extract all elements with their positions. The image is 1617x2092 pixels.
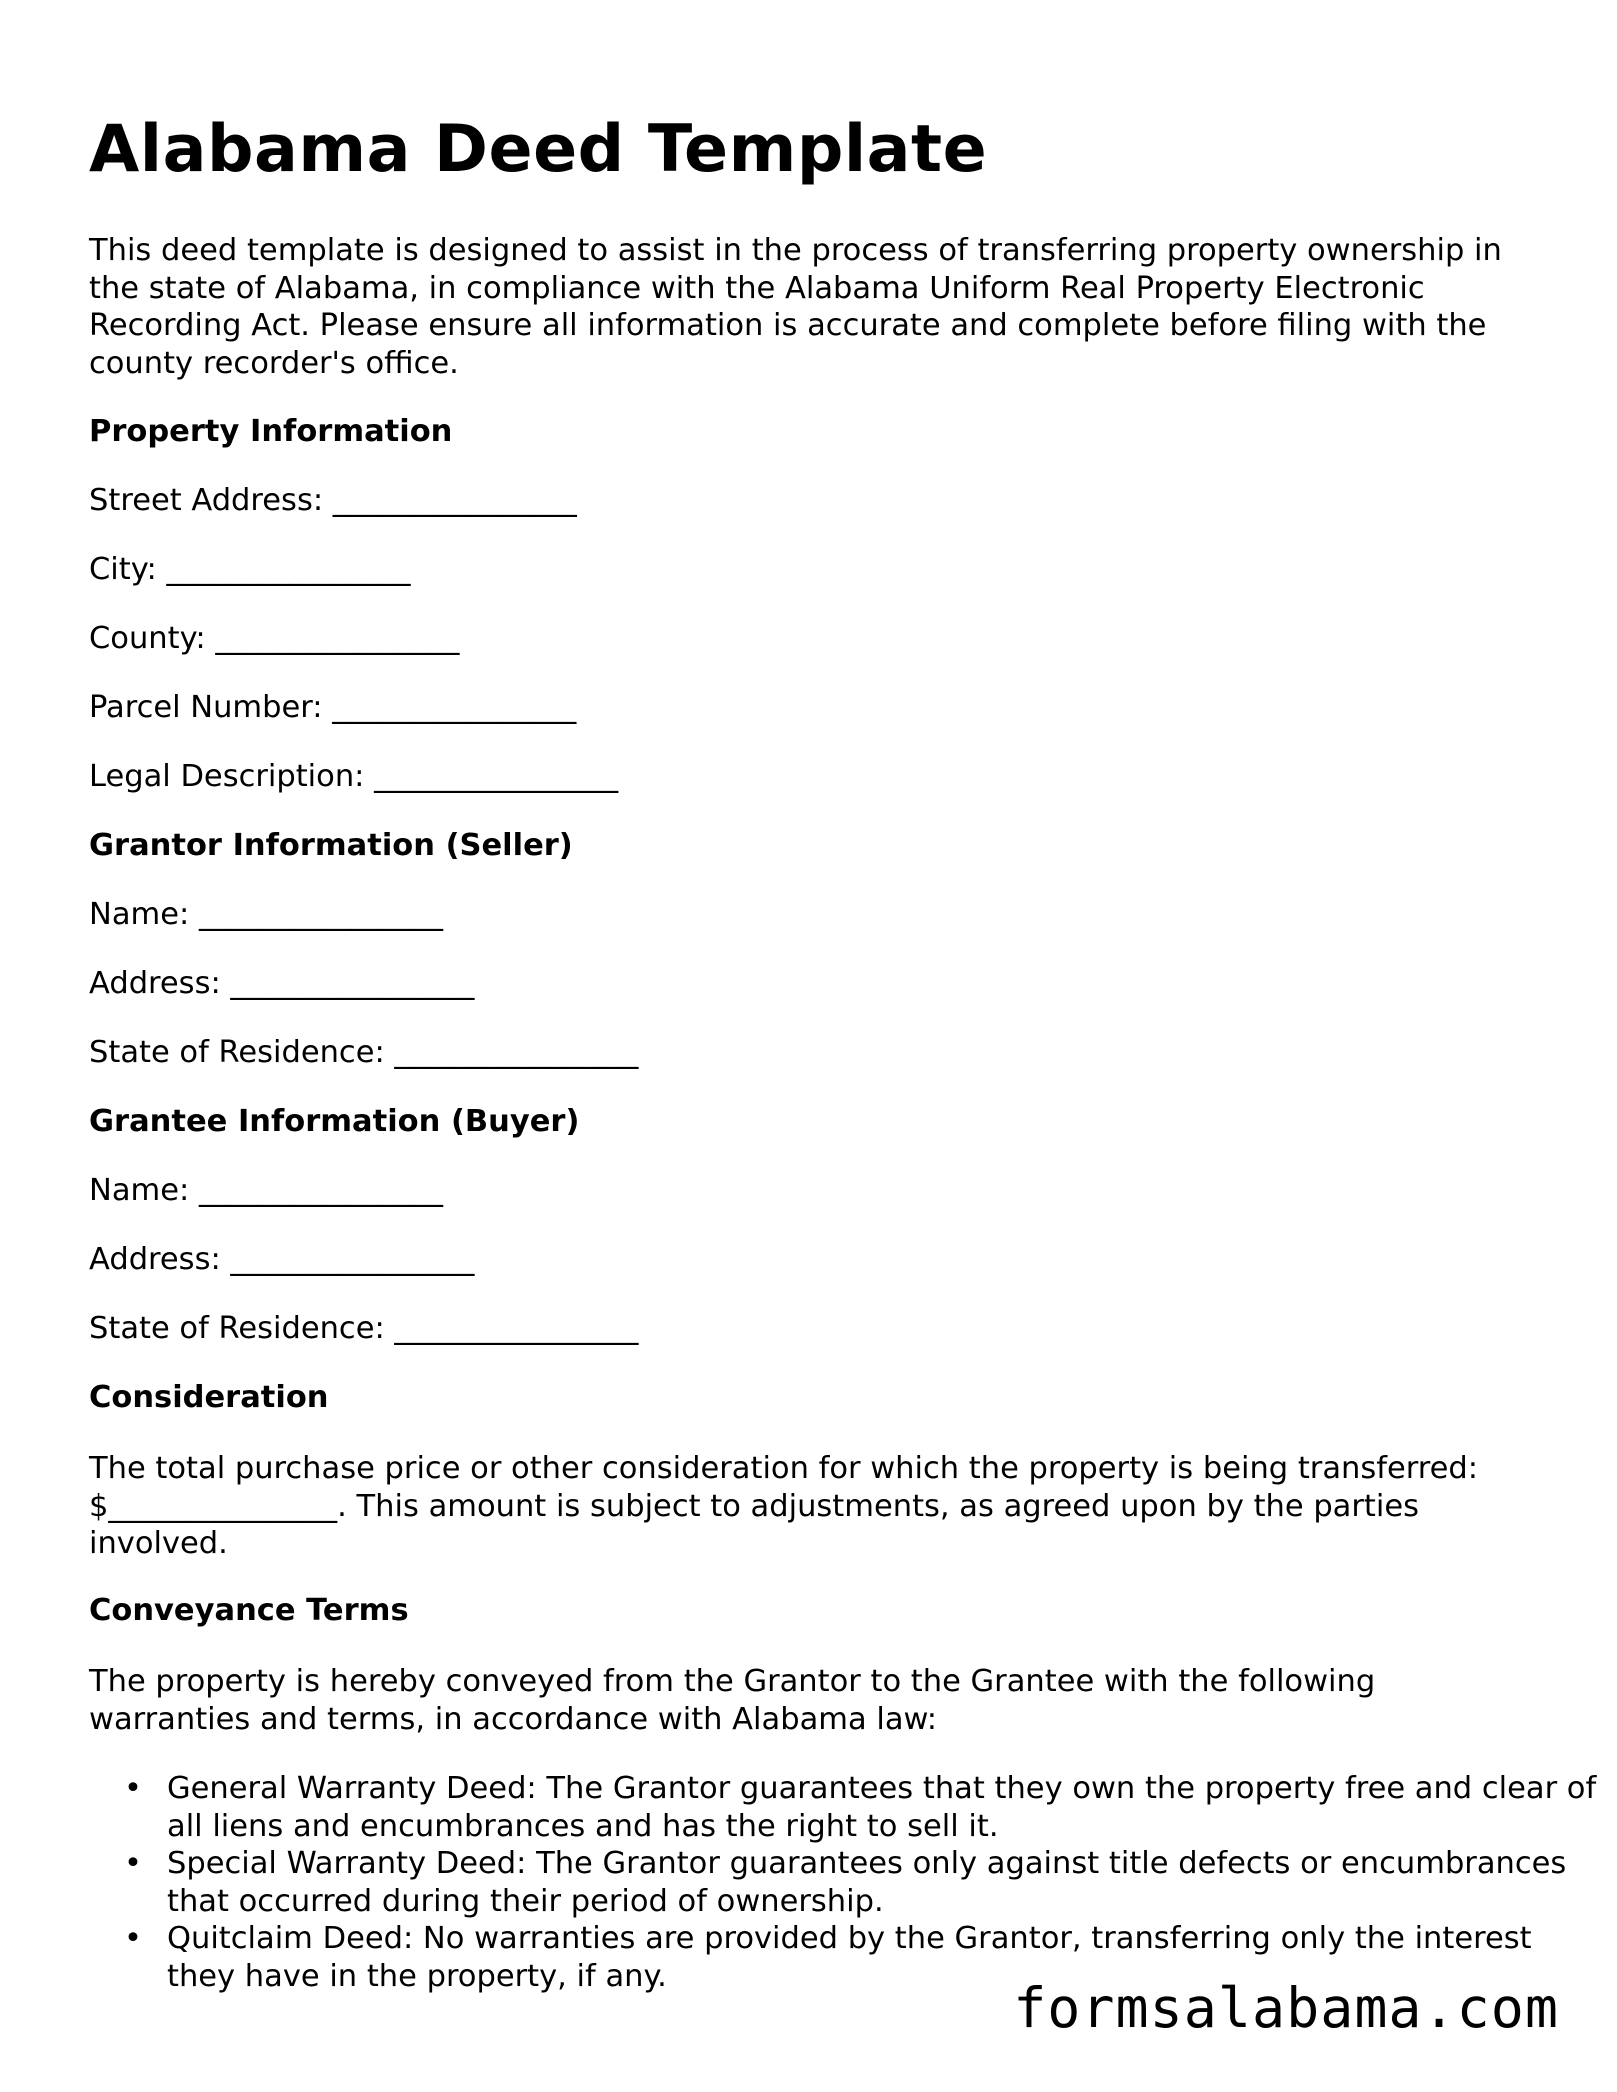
grantor-name-field[interactable]: Name: ________________ xyxy=(89,897,443,932)
consideration-paragraph: The total purchase price or other consideration for which the property is being transferred: $_______________. This amount is subject to adjustments, as agreed upon by the parties involved. xyxy=(89,1451,1479,1561)
list-item xyxy=(124,1770,1607,1845)
list-item xyxy=(124,1845,1607,1920)
page-title: Alabama Deed Template xyxy=(89,112,988,187)
consideration-section-heading: Consideration xyxy=(89,1380,329,1415)
city-field[interactable]: City: ________________ xyxy=(89,552,411,587)
grantor-section-heading: Grantor Information (Seller) xyxy=(89,828,573,863)
grantee-section-heading: Grantee Information (Buyer) xyxy=(89,1104,580,1139)
conveyance-section-heading: Conveyance Terms xyxy=(89,1593,409,1628)
term-quitclaim: Quitclaim Deed: No warranties are provided by the Grantor, transferring only the interest they have in the property, if any. xyxy=(167,1921,1532,1994)
grantor-address-field[interactable]: Address: ________________ xyxy=(89,966,475,1001)
grantee-address-field[interactable]: Address: ________________ xyxy=(89,1242,475,1277)
bullet-icon: • xyxy=(124,1846,142,1881)
bullet-icon: • xyxy=(124,1771,142,1806)
grantee-state-field[interactable]: State of Residence: ________________ xyxy=(89,1311,639,1346)
legal-description-field[interactable]: Legal Description: ________________ xyxy=(89,759,619,794)
grantee-name-field[interactable]: Name: ________________ xyxy=(89,1173,443,1208)
grantor-state-field[interactable]: State of Residence: ________________ xyxy=(89,1035,639,1070)
bullet-icon: • xyxy=(124,1921,142,1956)
term-general-warranty: General Warranty Deed: The Grantor guarantees that they own the property free and clear of all liens and encumbrances and has the right to sell it. xyxy=(167,1771,1597,1844)
street-address-field[interactable]: Street Address: ________________ xyxy=(89,483,577,518)
conveyance-terms-list xyxy=(89,1770,1607,1995)
intro-paragraph: This deed template is designed to assist in the process of transferring property ownership in the state of Alabama, in compliance with the Alabama Uniform Real Property Electronic Recording Act. Please ensure all information is accurate and complete before filing with the county recorder's office. xyxy=(89,233,1502,381)
watermark-logo: formsalabama.com xyxy=(1013,1976,1559,2040)
property-section-heading: Property Information xyxy=(89,414,453,449)
conveyance-paragraph: The property is hereby conveyed from the Grantor to the Grantee with the following warranties and terms, in accordance with Alabama law: xyxy=(89,1664,1376,1737)
parcel-number-field[interactable]: Parcel Number: ________________ xyxy=(89,690,577,725)
term-special-warranty: Special Warranty Deed: The Grantor guarantees only against title defects or encumbrances that occurred during their period of ownership. xyxy=(167,1846,1567,1919)
county-field[interactable]: County: ________________ xyxy=(89,621,460,656)
